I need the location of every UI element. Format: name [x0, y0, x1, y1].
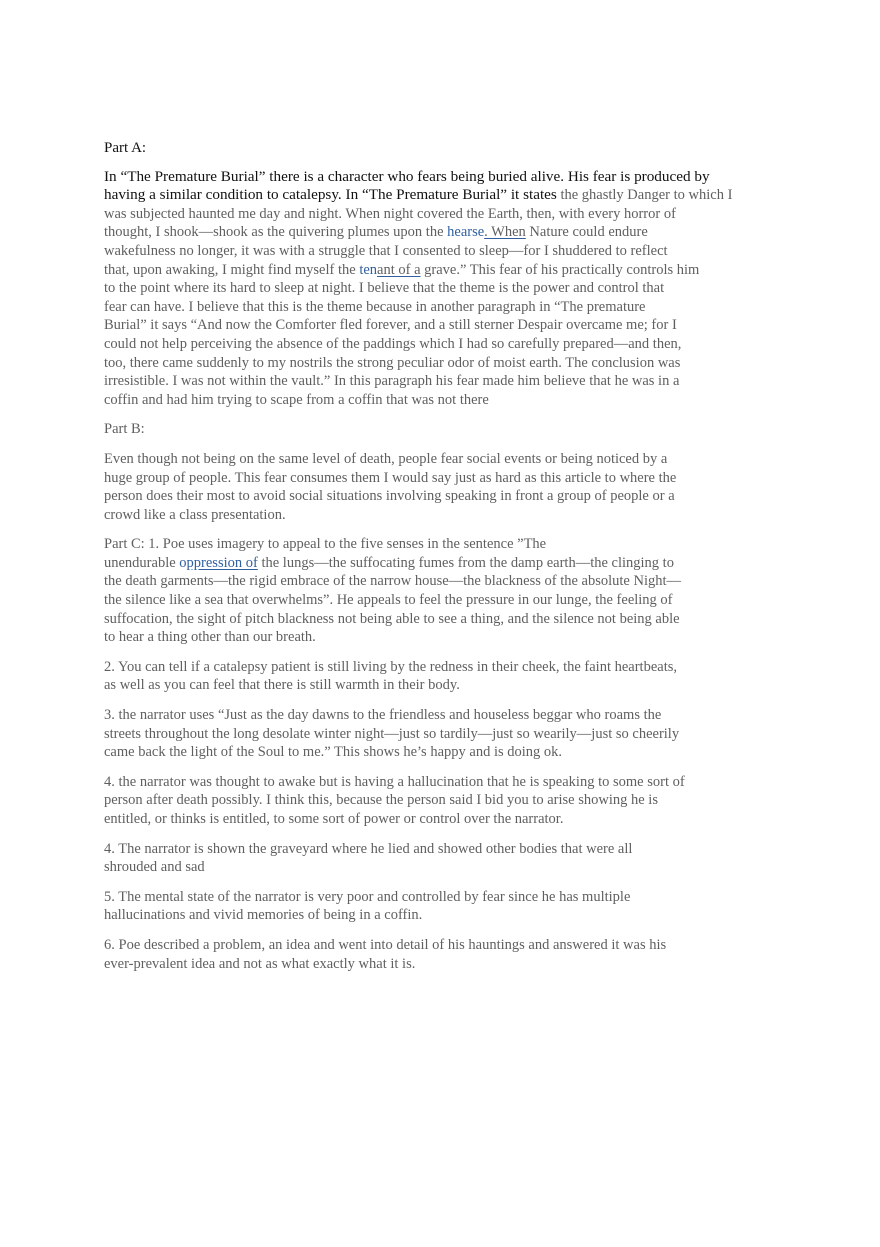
part-a-heading-text: Part A:	[104, 140, 147, 156]
part-a-line	[104, 335, 759, 354]
answer-line: ever-prevalent idea and not as what exactly what it is.	[104, 955, 416, 972]
part-c-line: the silence like a sea that overwhelms”. He appeals to feel the pressure in our lunge, the feeling of	[104, 592, 673, 609]
answer-line: 2. You can tell if a catalepsy patient is still living by the redness in their cheek, the faint heartbeats,	[104, 658, 677, 675]
part-a-line	[104, 205, 759, 224]
part-b-line: crowd like a class presentation.	[104, 506, 286, 523]
answer-4a	[104, 773, 759, 829]
quote-text: the ghastly Danger to which I	[556, 187, 733, 204]
answer-line: streets throughout the long desolate winter night—just so tardily—just so wearily—just so cheerily	[104, 725, 680, 742]
hearse-link[interactable]: hearse	[447, 224, 485, 241]
answer-5	[104, 888, 759, 925]
answer-line: hallucinations and vivid memories of being in a coffin.	[104, 907, 423, 924]
quote-text: thought, I shook—shook as the quivering plumes upon the	[104, 224, 448, 241]
answer-line: person after death possibly. I think this, because the person said I bid you to arise showing he is	[104, 792, 658, 809]
part-c-line: the death garments—the rigid embrace of the narrow house—the blackness of the absolute Night—	[104, 573, 682, 590]
answer-line: 4. the narrator was thought to awake but is having a hallucination that he is speaking to some sort of	[104, 773, 685, 790]
quote-text: that, upon awaking, I might find myself the	[104, 261, 360, 278]
part-a-line	[104, 186, 759, 205]
part-b-heading-text: Part B:	[104, 421, 145, 438]
part-c-line: Part C: 1. Poe uses imagery to appeal to the five senses in the sentence ”The	[104, 536, 547, 553]
part-a-text: coffin and had him trying to scape from a coffin that was not there	[104, 391, 489, 408]
answer-line: 4. The narrator is shown the graveyard where he lied and showed other bodies that were all	[104, 840, 633, 857]
part-c-line: suffocation, the sight of pitch blackness not being able to see a thing, and the silence not being able	[104, 610, 680, 627]
document-body	[104, 139, 759, 984]
part-a-text: irresistible. I was not within the vault.” In this paragraph his fear made him believe that he was in a	[104, 373, 680, 390]
part-a-line	[104, 279, 759, 298]
part-a-text: too, there came suddenly to my nostrils the strong peculiar odor of moist earth. The conclusion was	[104, 354, 681, 371]
part-c-line	[104, 554, 759, 573]
part-a-text: could not help perceiving the absence of the paddings which I had so carefully prepared—and then,	[104, 335, 682, 352]
oppression-link[interactable]: o	[179, 554, 187, 571]
tenant-link[interactable]: ten	[359, 261, 378, 278]
part-b-paragraph	[104, 450, 759, 524]
part-b-line: Even though not being on the same level of death, people fear social events or being noticed by a	[104, 450, 668, 467]
answer-line: came back the light of the Soul to me.” This shows he’s happy and is doing ok.	[104, 744, 563, 761]
answer-line: 6. Poe described a problem, an idea and went into detail of his hauntings and answered it was his	[104, 936, 667, 953]
quote-text: was subjected haunted me day and night. When night covered the Earth, then, with every horror of	[104, 205, 676, 222]
part-b-heading	[104, 420, 759, 439]
answer-3	[104, 706, 759, 762]
answer-line: shrouded and sad	[104, 859, 205, 876]
part-a-line	[104, 391, 759, 410]
answer-2	[104, 658, 759, 695]
part-c-paragraph	[104, 535, 759, 647]
part-a-text: having a similar condition to catalepsy. In “The Premature Burial” it states	[104, 186, 557, 204]
part-a-line	[104, 242, 759, 261]
answer-line: 3. the narrator uses “Just as the day dawns to the friendless and houseless beggar who roams the	[104, 707, 662, 724]
part-c-text: the lungs—the suffocating fumes from the damp earth—the clinging to	[257, 554, 674, 571]
part-a-line	[104, 354, 759, 373]
answer-line: as well as you can feel that there is still warmth in their body.	[104, 677, 460, 694]
part-a-text: Burial” it says “And now the Comforter fled forever, and a still sterner Despair overcame me; for I	[104, 317, 677, 334]
quote-text: Nature could endure	[525, 224, 648, 241]
part-a-text: In “The Premature Burial” there is a character who fears being buried alive. His fear is produced by	[104, 167, 710, 185]
underlined-text: ant of a	[377, 261, 421, 278]
part-a-line	[104, 298, 759, 317]
part-c-text: unendurable	[104, 554, 180, 571]
part-a-line	[104, 372, 759, 391]
quote-text: wakefulness no longer, it was with a struggle that I consented to sleep—for I shuddered to reflect	[104, 242, 668, 259]
part-a-line	[104, 316, 759, 335]
answer-6	[104, 936, 759, 973]
answer-line: 5. The mental state of the narrator is very poor and controlled by fear since he has multiple	[104, 888, 631, 905]
part-a-text: grave.” This fear of his practically controls him	[420, 261, 700, 278]
part-b-line: huge group of people. This fear consumes them I would say just as hard as this article to where the	[104, 469, 677, 486]
part-b-line: person does their most to avoid social situations involving speaking in front a group of people or a	[104, 488, 675, 505]
underlined-text: . When	[484, 224, 526, 241]
part-a-line	[104, 223, 759, 242]
answer-line: entitled, or thinks is entitled, to some sort of power or control over the narrator.	[104, 811, 564, 827]
part-a-text: to the point where its hard to sleep at night. I believe that the theme is the power and control that	[104, 280, 665, 297]
answer-4b	[104, 840, 759, 877]
part-a-text: fear can have. I believe that this is the theme because in another paragraph in “The premature	[104, 298, 646, 315]
part-a-paragraph	[104, 168, 759, 410]
part-c-line: to hear a thing other than our breath.	[104, 629, 316, 646]
underlined-text: ppression of	[186, 554, 258, 571]
part-a-line	[104, 168, 759, 187]
part-a-line	[104, 261, 759, 280]
part-a-heading	[104, 139, 759, 158]
